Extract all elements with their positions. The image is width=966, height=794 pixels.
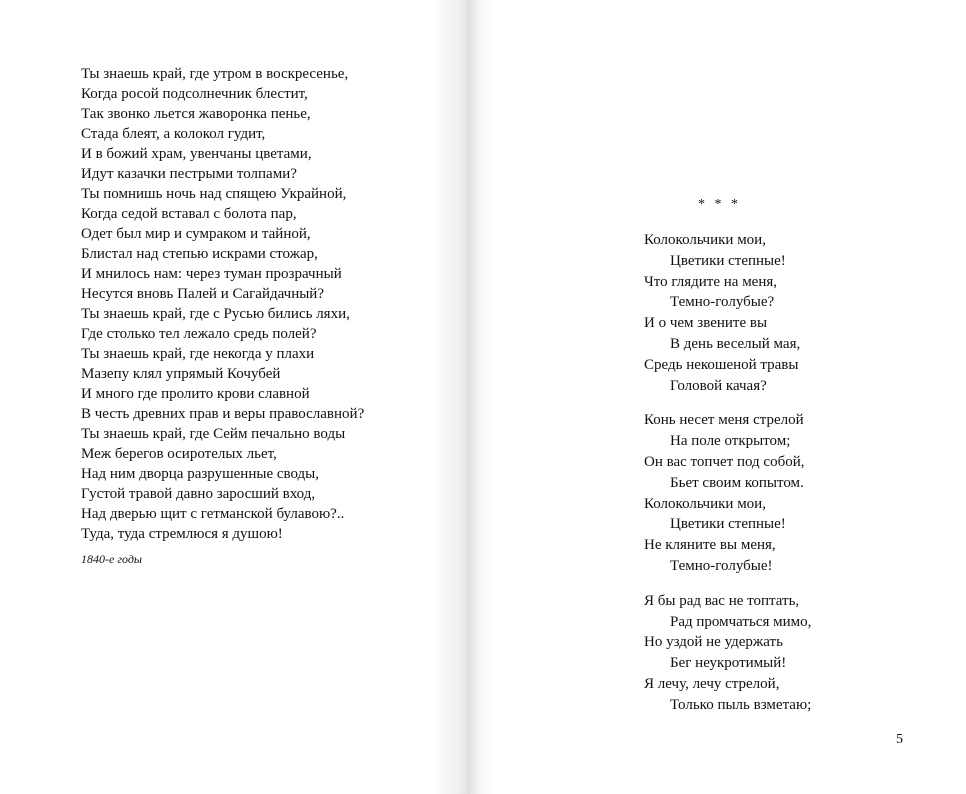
poem-line: Ты знаешь край, где утром в воскресенье, [81,66,349,82]
poem-line: Густой травой давно заросший вход, [81,486,316,502]
poem-line: Ты помнишь ночь над спящею Украйной, [81,186,347,202]
poem-line: Когда росой подсолнечник блестит, [81,86,308,102]
poem-line: Несутся вновь Палей и Сагайдачный? [81,286,324,302]
poem-line: И о чем звените вы [644,315,768,332]
poem-line: Я лечу, лечу стрелой, [644,675,780,692]
poem-line: Темно-голубые! [670,557,773,574]
page-number: 5 [896,732,903,747]
left-page [0,0,470,794]
poem-line: Колокольчики мои, [644,495,766,512]
stanza [644,410,811,576]
poem-line: Где столько тел лежало средь полей? [81,326,317,342]
poem-line: Когда седой вставал с болота пар, [81,206,297,222]
poem-line: Что глядите на меня, [644,273,778,290]
stanza [644,230,811,396]
poem-line: В честь древних прав и веры православной? [81,406,365,422]
poem-line: Цветики степные! [670,252,786,269]
poem-date: 1840-е годы [81,552,143,566]
poem-line: Темно-голубые? [670,294,775,311]
poem-line: Только пыль взметаю; [670,696,812,713]
poem-line: Рад промчаться мимо, [670,613,812,630]
poem-line: Бьет своим копытом. [670,474,804,491]
poem-line: Цветики степные! [670,516,786,533]
poem-line: Туда, туда стремлюся я душою! [81,526,283,542]
poem-line: На поле открытом; [670,433,791,450]
poem-line: Но уздой не удержать [644,634,783,651]
poem-line: И в божий храм, увенчаны цветами, [81,146,312,162]
poem-line: Ты знаешь край, где Сейм печально воды [81,426,346,442]
poem-line: Над дверью щит с гетманской булавою?.. [81,506,345,522]
poem-left [81,64,364,544]
poem-line: Стада блеят, а колокол гудит, [81,126,266,142]
poem-line: Ты знаешь край, где некогда у плахи [81,346,315,362]
poem-line: И много где пролито крови славной [81,386,310,402]
poem-line: Головой качая? [670,377,767,394]
poem-line: Блистал над степью искрами стожар, [81,246,318,262]
poem-line: Меж берегов осиротелых льет, [81,446,277,462]
poem-line: Ты знаешь край, где с Русью бились ляхи, [81,306,350,322]
poem-line: Он вас топчет под собой, [644,453,805,470]
poem-right [644,230,811,730]
poem-line: Я бы рад вас не топтать, [644,592,800,609]
stanza-separator: * * * [698,197,741,212]
poem-line: Средь некошеной травы [644,356,799,373]
poem-line: И мнилось нам: через туман прозрачный [81,266,342,282]
poem-line: Идут казачки пестрыми толпами? [81,166,297,182]
poem-line: Конь несет меня стрелой [644,412,804,429]
poem-line: Бег неукротимый! [670,655,787,672]
poem-line: Одет был мир и сумраком и тайной, [81,226,311,242]
poem-line: Не кляните вы меня, [644,537,776,554]
poem-line: В день веселый мая, [670,335,801,352]
poem-line: Так звонко льется жаворонка пенье, [81,106,311,122]
poem-line: Колокольчики мои, [644,232,766,248]
poem-line: Над ним дворца разрушенные своды, [81,466,320,482]
poem-line: Мазепу клял упрямый Кочубей [81,366,281,382]
stanza [644,591,811,716]
